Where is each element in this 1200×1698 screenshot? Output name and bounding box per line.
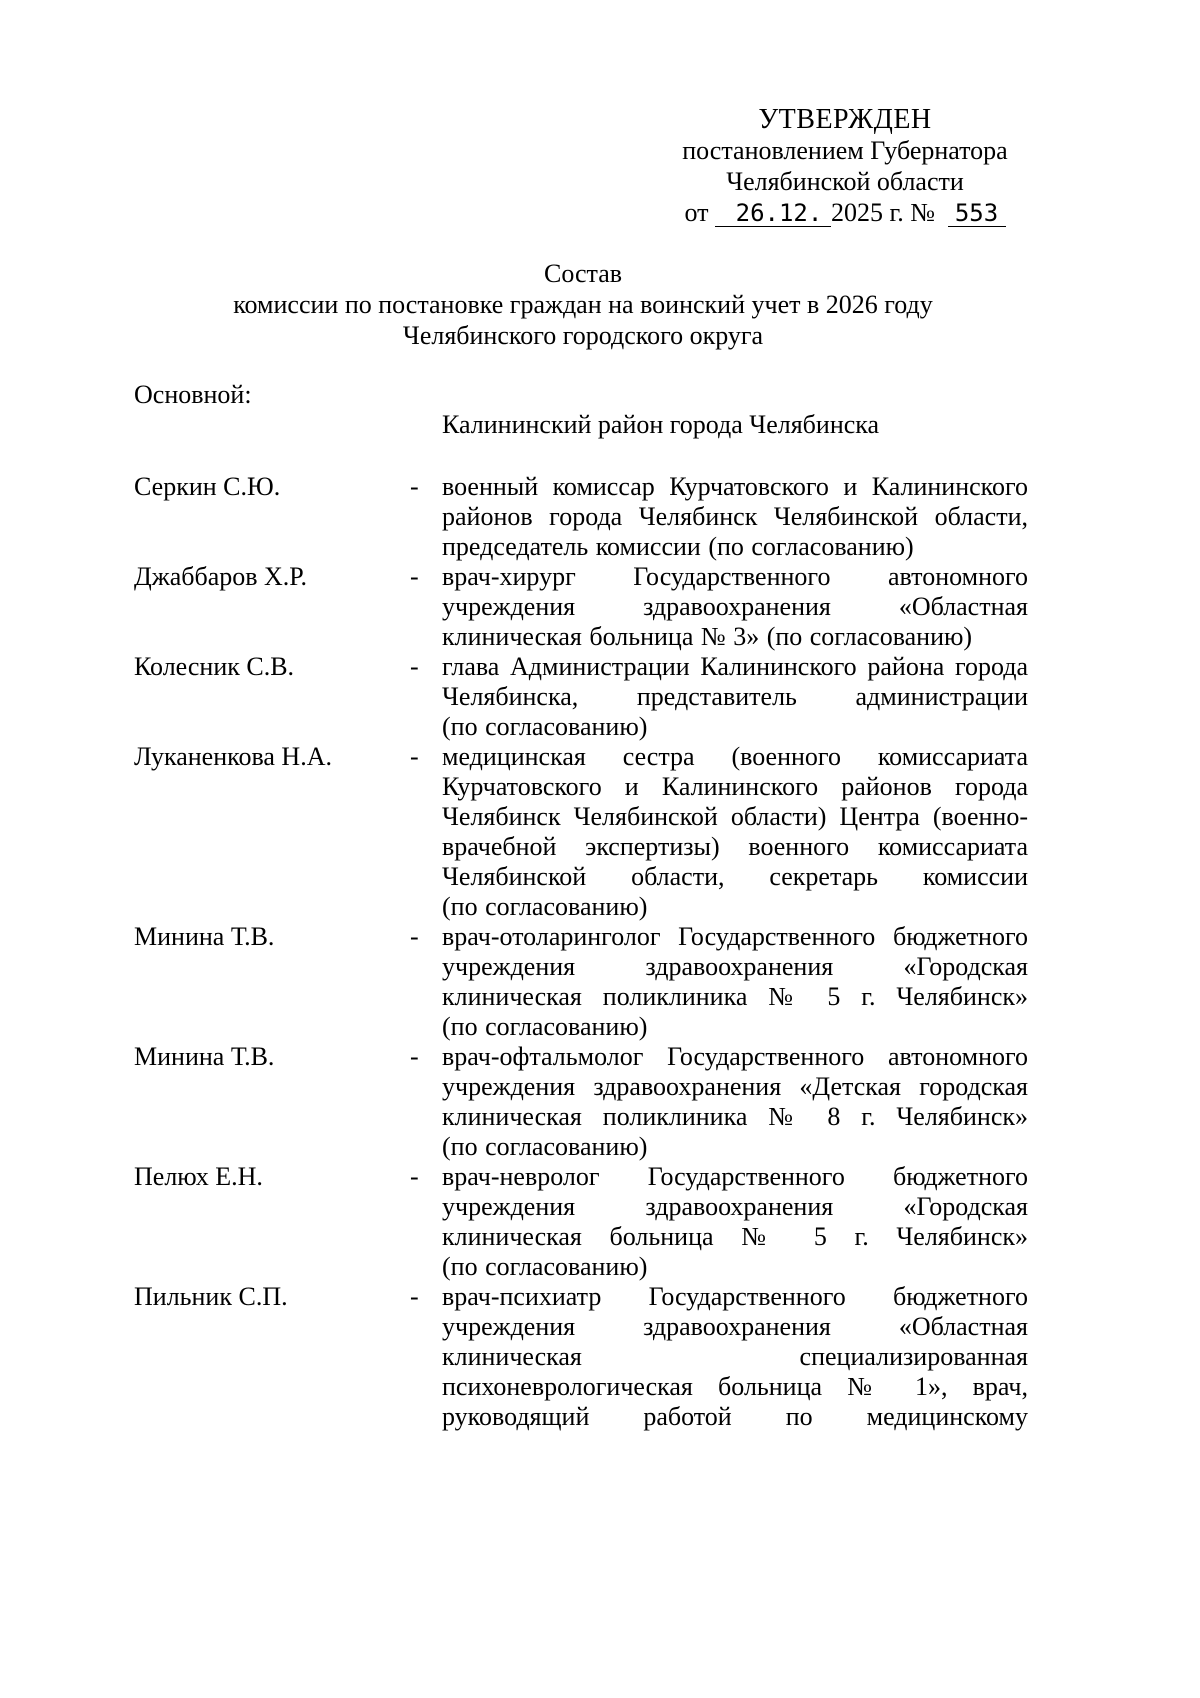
member-description-line: (по согласованию) — [442, 1012, 648, 1041]
member-row — [134, 1042, 1028, 1162]
member-description-line: учреждения здравоохранения «Областная — [442, 592, 1028, 621]
member-description — [442, 1042, 1028, 1162]
member-description-line: председатель комиссии (по согласованию) — [442, 532, 914, 561]
member-name: Джаббаров Х.Р. — [134, 562, 307, 591]
member-description — [442, 652, 1028, 742]
member-description-line: (по согласованию) — [442, 892, 648, 921]
member-row — [134, 652, 1028, 742]
member-description-line: клиническая поликлиника № 5 г. Челябинск» — [442, 982, 1028, 1011]
member-row — [134, 472, 1028, 562]
approval-heading: УТВЕРЖДЕН — [758, 104, 932, 135]
member-description-line: клиническая больница № 3» (по согласованию) — [442, 622, 973, 651]
member-description-line: врач-психиатр Государственного бюджетного — [442, 1282, 1028, 1311]
member-name: Пильник С.П. — [134, 1282, 288, 1311]
member-description — [442, 922, 1028, 1042]
member-name: Колесник С.В. — [134, 652, 295, 681]
member-dash: - — [410, 742, 419, 771]
member-description-line: врач-отоларинголог Государственного бюджетного — [442, 922, 1028, 951]
member-description-line: клиническая специализированная — [442, 1342, 1028, 1371]
member-description-line: Челябинск Челябинской области) Центра (военно- — [442, 802, 1028, 831]
section-label: Основной: — [134, 380, 252, 409]
member-dash: - — [410, 1042, 419, 1071]
member-name: Минина Т.В. — [134, 922, 275, 951]
member-description-line: Челябинска, представитель администрации — [442, 682, 1028, 711]
member-description-line: руководящий работой по медицинскому — [442, 1402, 1028, 1431]
approval-date: 26.12. — [715, 200, 831, 227]
member-description-line: врач-офтальмолог Государственного автономного — [442, 1042, 1028, 1071]
member-description-line: клиническая поликлиника № 8 г. Челябинск» — [442, 1102, 1028, 1131]
member-row — [134, 1162, 1028, 1282]
member-description-line: врач-невролог Государственного бюджетного — [442, 1162, 1028, 1191]
member-description-line: учреждения здравоохранения «Городская — [442, 1192, 1028, 1221]
approval-date-line — [660, 197, 1030, 228]
member-name: Серкин С.Ю. — [134, 472, 281, 501]
member-description-line: учреждения здравоохранения «Детская городская — [442, 1072, 1028, 1101]
member-name: Минина Т.В. — [134, 1042, 275, 1071]
member-description — [442, 562, 1028, 652]
approval-stamp — [660, 104, 1030, 228]
year-suffix: 2025 г. № — [830, 198, 936, 227]
member-description — [442, 742, 1028, 922]
member-description — [442, 1162, 1028, 1282]
member-description — [442, 472, 1028, 562]
district-heading: Калининский район города Челябинска — [442, 410, 880, 439]
member-row — [134, 742, 1028, 922]
title-line-1: Состав — [543, 259, 623, 288]
member-description-line: психоневрологическая больница № 1», врач, — [442, 1372, 1028, 1401]
document-title — [150, 258, 1016, 351]
title-line-3: Челябинского городского округа — [402, 321, 764, 350]
date-prefix: от — [684, 198, 709, 227]
approval-number: 553 — [948, 200, 1006, 227]
member-description-line: (по согласованию) — [442, 712, 648, 741]
member-name: Луканенкова Н.А. — [134, 742, 332, 771]
member-description-line: медицинская сестра (военного комиссариата — [442, 742, 1028, 771]
member-name: Пелюх Е.Н. — [134, 1162, 263, 1191]
member-dash: - — [410, 1162, 419, 1191]
member-description-line: учреждения здравоохранения «Областная — [442, 1312, 1028, 1341]
member-description-line: военный комиссар Курчатовского и Калининского — [442, 472, 1028, 501]
member-description-line: врачебной экспертизы) военного комиссариата — [442, 832, 1028, 861]
member-description-line: (по согласованию) — [442, 1132, 648, 1161]
member-description-line: Челябинской области, секретарь комиссии — [442, 862, 1028, 891]
member-row — [134, 922, 1028, 1042]
member-list — [134, 472, 1028, 1432]
member-description — [442, 1282, 1028, 1432]
approval-line-2: Челябинской области — [726, 167, 964, 196]
member-description-line: (по согласованию) — [442, 1252, 648, 1281]
member-description-line: глава Администрации Калининского района города — [442, 652, 1028, 681]
member-description-line: врач-хирург Государственного автономного — [442, 562, 1028, 591]
member-dash: - — [410, 1282, 419, 1311]
member-description-line: клиническая больница № 5 г. Челябинск» — [442, 1222, 1028, 1251]
title-line-2: комиссии по постановке граждан на воинский учет в 2026 году — [233, 290, 933, 319]
member-dash: - — [410, 922, 419, 951]
member-description-line: Курчатовского и Калининского районов города — [442, 772, 1028, 801]
member-row — [134, 562, 1028, 652]
approval-line-1: постановлением Губернатора — [682, 136, 1008, 165]
member-row — [134, 1282, 1028, 1432]
member-description-line: районов города Челябинск Челябинской области, — [442, 502, 1028, 531]
member-dash: - — [410, 562, 419, 591]
member-dash: - — [410, 652, 419, 681]
member-dash: - — [410, 472, 419, 501]
member-description-line: учреждения здравоохранения «Городская — [442, 952, 1028, 981]
